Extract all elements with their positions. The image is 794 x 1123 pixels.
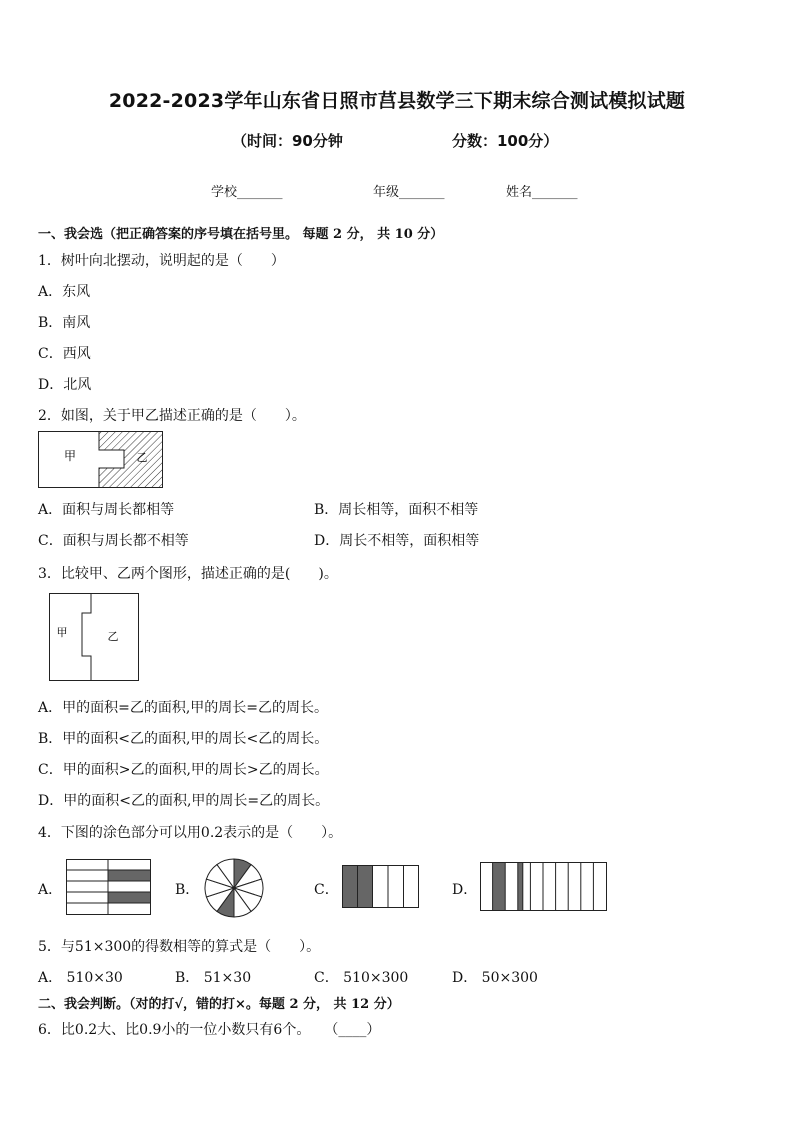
q3-option-d[interactable]: D．甲的面积<乙的面积,甲的周长=乙的周长。 bbox=[38, 793, 330, 809]
q4-option-d[interactable]: D． bbox=[452, 882, 478, 898]
q5-option-b[interactable]: B． 51×30 bbox=[175, 970, 252, 986]
q3-figure bbox=[49, 593, 141, 683]
q2-option-d[interactable]: D．周长不相等，面积相等 bbox=[314, 533, 480, 549]
q4-figure-c bbox=[342, 865, 420, 909]
q4-option-b[interactable]: B． bbox=[175, 882, 200, 898]
question-3-stem: 3．比较甲、乙两个图形，描述正确的是( )。 bbox=[38, 566, 338, 582]
question-5-stem: 5．与51×300的得数相等的算式是（ ）。 bbox=[38, 939, 321, 955]
q1-option-c[interactable]: C．西风 bbox=[38, 346, 91, 362]
q1-option-d[interactable]: D．北风 bbox=[38, 377, 92, 393]
q2-option-a[interactable]: A．面积与周长都相等 bbox=[38, 502, 175, 518]
q1-option-b[interactable]: B．南风 bbox=[38, 315, 91, 331]
section-heading-choice: 一、我会选（把正确答案的序号填在括号里。 每题 2 分， 共 10 分） bbox=[38, 227, 444, 242]
q2-figure-label-yi: 乙 bbox=[136, 451, 148, 464]
q2-figure bbox=[38, 431, 164, 489]
exam-score: 分数：100分） bbox=[452, 132, 559, 150]
q5-option-a[interactable]: A． 510×30 bbox=[38, 970, 123, 986]
q2-option-c[interactable]: C．面积与周长都不相等 bbox=[38, 533, 189, 549]
q5-option-d[interactable]: D． 50×300 bbox=[452, 970, 538, 986]
page-title: 2022-2023学年山东省日照市莒县数学三下期末综合测试模拟试题 bbox=[108, 90, 686, 112]
name-field[interactable]: 姓名_______ bbox=[506, 185, 578, 200]
question-6-stem[interactable]: 6．比0.2大、比0.9小的一位小数只有6个。 （____） bbox=[38, 1022, 381, 1038]
exam-time: （时间：90分钟 bbox=[232, 132, 343, 150]
school-field[interactable]: 学校_______ bbox=[211, 185, 283, 200]
q1-option-a[interactable]: A．东风 bbox=[38, 284, 91, 300]
question-1-stem: 1．树叶向北摆动，说明起的是（ ） bbox=[38, 253, 285, 269]
q2-option-b[interactable]: B．周长相等，面积不相等 bbox=[314, 502, 479, 518]
q2-figure-label-jia: 甲 bbox=[63, 449, 77, 463]
q3-figure-label-yi: 乙 bbox=[107, 630, 119, 643]
q5-option-c[interactable]: C． 510×300 bbox=[314, 970, 409, 986]
q3-option-b[interactable]: B．甲的面积<乙的面积,甲的周长<乙的周长。 bbox=[38, 731, 329, 747]
q4-figure-d bbox=[480, 862, 608, 912]
question-2-stem: 2．如图，关于甲乙描述正确的是（ ）。 bbox=[38, 408, 306, 424]
q3-option-a[interactable]: A．甲的面积=乙的面积,甲的周长=乙的周长。 bbox=[38, 700, 329, 716]
question-4-stem: 4．下图的涂色部分可以用0.2表示的是（ ）。 bbox=[38, 825, 343, 841]
q4-option-a[interactable]: A． bbox=[38, 882, 63, 898]
section-heading-judge: 二、我会判断。（对的打√，错的打×。每题 2 分， 共 12 分） bbox=[38, 997, 400, 1012]
q4-figure-b bbox=[203, 857, 265, 919]
q3-figure-label-jia: 甲 bbox=[56, 626, 68, 639]
grade-field[interactable]: 年级_______ bbox=[373, 185, 445, 200]
q3-option-c[interactable]: C．甲的面积>乙的面积,甲的周长>乙的周长。 bbox=[38, 762, 329, 778]
q4-figure-a bbox=[66, 859, 152, 916]
q4-option-c[interactable]: C． bbox=[314, 882, 339, 898]
